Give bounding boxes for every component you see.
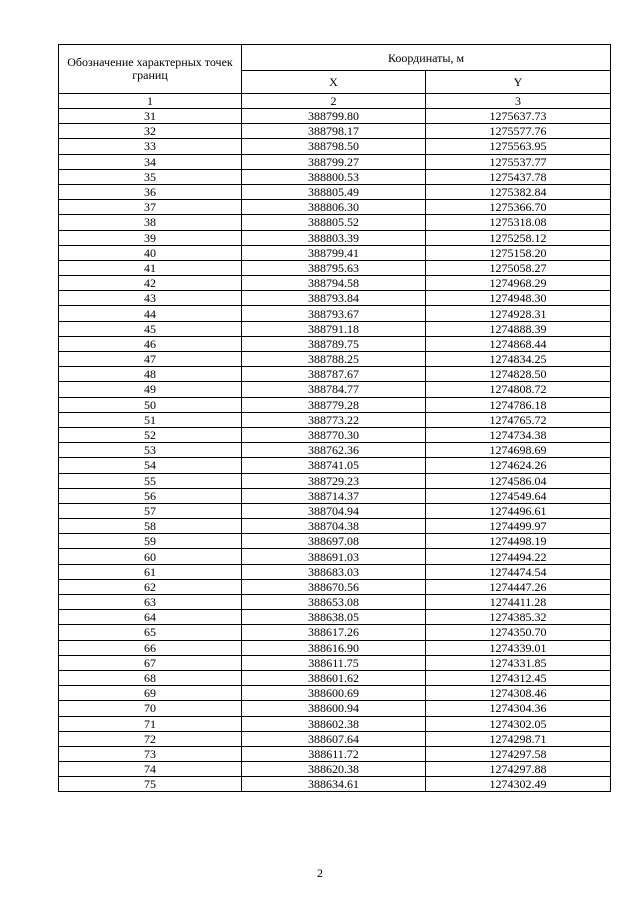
column-number-3: 3: [426, 94, 611, 109]
y-coordinate-cell: 1274968.29: [426, 276, 611, 291]
x-coordinate-cell: 388800.53: [242, 169, 426, 184]
y-coordinate-cell: 1274302.49: [426, 777, 611, 792]
x-coordinate-cell: 388653.08: [242, 595, 426, 610]
x-coordinate-cell: 388798.17: [242, 124, 426, 139]
point-number-cell: 52: [59, 427, 242, 442]
table-row: [59, 427, 611, 442]
y-coordinate-cell: 1274928.31: [426, 306, 611, 321]
point-number-cell: 59: [59, 534, 242, 549]
x-coordinate-cell: 388798.50: [242, 139, 426, 154]
y-coordinate-cell: 1274494.22: [426, 549, 611, 564]
x-coordinate-cell: 388791.18: [242, 321, 426, 336]
point-number-cell: 34: [59, 154, 242, 169]
point-number-cell: 67: [59, 655, 242, 670]
y-coordinate-cell: 1274698.69: [426, 443, 611, 458]
point-number-cell: 66: [59, 640, 242, 655]
y-coordinate-cell: 1274786.18: [426, 397, 611, 412]
x-coordinate-cell: 388617.26: [242, 625, 426, 640]
x-header: X: [242, 71, 426, 94]
y-coordinate-cell: 1274339.01: [426, 640, 611, 655]
table-row: [59, 625, 611, 640]
y-coordinate-cell: 1274304.36: [426, 701, 611, 716]
y-coordinate-cell: 1275258.12: [426, 230, 611, 245]
x-coordinate-cell: 388799.41: [242, 245, 426, 260]
x-coordinate-cell: 388794.58: [242, 276, 426, 291]
x-coordinate-cell: 388788.25: [242, 352, 426, 367]
y-coordinate-cell: 1274308.46: [426, 686, 611, 701]
x-coordinate-cell: 388789.75: [242, 336, 426, 351]
x-coordinate-cell: 388704.94: [242, 503, 426, 518]
table-row: [59, 169, 611, 184]
table-row: [59, 412, 611, 427]
x-coordinate-cell: 388806.30: [242, 200, 426, 215]
x-coordinate-cell: 388616.90: [242, 640, 426, 655]
x-coordinate-cell: 388787.67: [242, 367, 426, 382]
x-coordinate-cell: 388601.62: [242, 670, 426, 685]
table-row: [59, 686, 611, 701]
x-coordinate-cell: 388805.49: [242, 184, 426, 199]
point-number-cell: 65: [59, 625, 242, 640]
table-row: [59, 488, 611, 503]
x-coordinate-cell: 388779.28: [242, 397, 426, 412]
point-number-cell: 75: [59, 777, 242, 792]
point-number-cell: 61: [59, 564, 242, 579]
point-number-cell: 56: [59, 488, 242, 503]
y-header: Y: [426, 71, 611, 94]
point-number-cell: 33: [59, 139, 242, 154]
point-number-cell: 38: [59, 215, 242, 230]
point-designation-header: Обозначение характерных точек границ: [59, 45, 242, 94]
table-row: [59, 716, 611, 731]
point-number-cell: 40: [59, 245, 242, 260]
table-row: [59, 610, 611, 625]
table-row: [59, 367, 611, 382]
y-coordinate-cell: 1274828.50: [426, 367, 611, 382]
table-row: [59, 109, 611, 124]
point-number-cell: 32: [59, 124, 242, 139]
y-coordinate-cell: 1274586.04: [426, 473, 611, 488]
table-row: [59, 352, 611, 367]
table-row: [59, 549, 611, 564]
y-coordinate-cell: 1275366.70: [426, 200, 611, 215]
point-number-cell: 47: [59, 352, 242, 367]
y-coordinate-cell: 1274765.72: [426, 412, 611, 427]
point-number-cell: 39: [59, 230, 242, 245]
table-row: [59, 200, 611, 215]
table-row: [59, 276, 611, 291]
y-coordinate-cell: 1274499.97: [426, 519, 611, 534]
table-row: [59, 762, 611, 777]
point-number-cell: 49: [59, 382, 242, 397]
point-number-cell: 43: [59, 291, 242, 306]
x-coordinate-cell: 388704.38: [242, 519, 426, 534]
table-row: [59, 564, 611, 579]
x-coordinate-cell: 388600.94: [242, 701, 426, 716]
table-row: [59, 215, 611, 230]
table-row: [59, 777, 611, 792]
x-coordinate-cell: 388773.22: [242, 412, 426, 427]
point-number-cell: 60: [59, 549, 242, 564]
y-coordinate-cell: 1274350.70: [426, 625, 611, 640]
point-number-cell: 70: [59, 701, 242, 716]
x-coordinate-cell: 388697.08: [242, 534, 426, 549]
point-number-cell: 64: [59, 610, 242, 625]
point-number-cell: 51: [59, 412, 242, 427]
y-coordinate-cell: 1274888.39: [426, 321, 611, 336]
y-coordinate-cell: 1274498.19: [426, 534, 611, 549]
point-number-cell: 72: [59, 731, 242, 746]
x-coordinate-cell: 388607.64: [242, 731, 426, 746]
point-number-cell: 44: [59, 306, 242, 321]
x-coordinate-cell: 388670.56: [242, 579, 426, 594]
x-coordinate-cell: 388638.05: [242, 610, 426, 625]
table-row: [59, 184, 611, 199]
y-coordinate-cell: 1274297.88: [426, 762, 611, 777]
x-coordinate-cell: 388799.80: [242, 109, 426, 124]
table-row: [59, 534, 611, 549]
x-coordinate-cell: 388803.39: [242, 230, 426, 245]
table-row: [59, 230, 611, 245]
x-coordinate-cell: 388714.37: [242, 488, 426, 503]
point-number-cell: 37: [59, 200, 242, 215]
x-coordinate-cell: 388602.38: [242, 716, 426, 731]
point-number-cell: 31: [59, 109, 242, 124]
x-coordinate-cell: 388793.84: [242, 291, 426, 306]
x-coordinate-cell: 388729.23: [242, 473, 426, 488]
coordinates-table: [58, 44, 611, 792]
point-number-cell: 55: [59, 473, 242, 488]
point-number-cell: 68: [59, 670, 242, 685]
table-row: [59, 260, 611, 275]
point-number-cell: 41: [59, 260, 242, 275]
x-coordinate-cell: 388741.05: [242, 458, 426, 473]
y-coordinate-cell: 1275577.76: [426, 124, 611, 139]
table-row: [59, 746, 611, 761]
point-number-cell: 42: [59, 276, 242, 291]
table-row: [59, 458, 611, 473]
table-row: [59, 124, 611, 139]
table-row: [59, 670, 611, 685]
table-row: [59, 595, 611, 610]
y-coordinate-cell: 1274734.38: [426, 427, 611, 442]
table-row: [59, 519, 611, 534]
point-number-cell: 53: [59, 443, 242, 458]
table-row: [59, 473, 611, 488]
point-number-cell: 63: [59, 595, 242, 610]
table-row: [59, 245, 611, 260]
point-number-cell: 36: [59, 184, 242, 199]
y-coordinate-cell: 1274447.26: [426, 579, 611, 594]
table-row: [59, 291, 611, 306]
table-row: [59, 336, 611, 351]
x-coordinate-cell: 388784.77: [242, 382, 426, 397]
x-coordinate-cell: 388793.67: [242, 306, 426, 321]
y-coordinate-cell: 1274312.45: [426, 670, 611, 685]
table-body: [59, 109, 611, 792]
x-coordinate-cell: 388805.52: [242, 215, 426, 230]
x-coordinate-cell: 388683.03: [242, 564, 426, 579]
y-coordinate-cell: 1274331.85: [426, 655, 611, 670]
y-coordinate-cell: 1274298.71: [426, 731, 611, 746]
table-row: [59, 139, 611, 154]
table-row: [59, 640, 611, 655]
table-row: [59, 397, 611, 412]
point-number-cell: 71: [59, 716, 242, 731]
table-row: [59, 731, 611, 746]
point-number-cell: 73: [59, 746, 242, 761]
x-coordinate-cell: 388600.69: [242, 686, 426, 701]
table-row: [59, 321, 611, 336]
column-number-2: 2: [242, 94, 426, 109]
x-coordinate-cell: 388795.63: [242, 260, 426, 275]
column-number-1: 1: [59, 94, 242, 109]
point-number-cell: 46: [59, 336, 242, 351]
y-coordinate-cell: 1274385.32: [426, 610, 611, 625]
x-coordinate-cell: 388634.61: [242, 777, 426, 792]
point-number-cell: 58: [59, 519, 242, 534]
y-coordinate-cell: 1275563.95: [426, 139, 611, 154]
x-coordinate-cell: 388611.75: [242, 655, 426, 670]
y-coordinate-cell: 1275318.08: [426, 215, 611, 230]
y-coordinate-cell: 1274948.30: [426, 291, 611, 306]
x-coordinate-cell: 388770.30: [242, 427, 426, 442]
x-coordinate-cell: 388762.36: [242, 443, 426, 458]
point-number-cell: 57: [59, 503, 242, 518]
point-number-cell: 45: [59, 321, 242, 336]
table-row: [59, 701, 611, 716]
y-coordinate-cell: 1274868.44: [426, 336, 611, 351]
point-number-cell: 74: [59, 762, 242, 777]
point-number-cell: 35: [59, 169, 242, 184]
y-coordinate-cell: 1275158.20: [426, 245, 611, 260]
point-number-cell: 62: [59, 579, 242, 594]
y-coordinate-cell: 1274411.28: [426, 595, 611, 610]
y-coordinate-cell: 1275637.73: [426, 109, 611, 124]
x-coordinate-cell: 388611.72: [242, 746, 426, 761]
table-row: [59, 579, 611, 594]
coordinates-header: Координаты, м: [242, 45, 611, 71]
y-coordinate-cell: 1274624.26: [426, 458, 611, 473]
x-coordinate-cell: 388691.03: [242, 549, 426, 564]
y-coordinate-cell: 1274302.05: [426, 716, 611, 731]
y-coordinate-cell: 1275537.77: [426, 154, 611, 169]
point-number-cell: 50: [59, 397, 242, 412]
y-coordinate-cell: 1274297.58: [426, 746, 611, 761]
table-row: [59, 443, 611, 458]
y-coordinate-cell: 1275382.84: [426, 184, 611, 199]
x-coordinate-cell: 388620.38: [242, 762, 426, 777]
table-row: [59, 503, 611, 518]
point-number-cell: 48: [59, 367, 242, 382]
y-coordinate-cell: 1274496.61: [426, 503, 611, 518]
table-row: [59, 655, 611, 670]
y-coordinate-cell: 1275058.27: [426, 260, 611, 275]
y-coordinate-cell: 1274549.64: [426, 488, 611, 503]
table-row: [59, 154, 611, 169]
table-row: [59, 306, 611, 321]
y-coordinate-cell: 1274834.25: [426, 352, 611, 367]
y-coordinate-cell: 1275437.78: [426, 169, 611, 184]
point-number-cell: 69: [59, 686, 242, 701]
x-coordinate-cell: 388799.27: [242, 154, 426, 169]
table-row: [59, 382, 611, 397]
point-number-cell: 54: [59, 458, 242, 473]
y-coordinate-cell: 1274474.54: [426, 564, 611, 579]
page-number: 2: [317, 866, 323, 880]
y-coordinate-cell: 1274808.72: [426, 382, 611, 397]
